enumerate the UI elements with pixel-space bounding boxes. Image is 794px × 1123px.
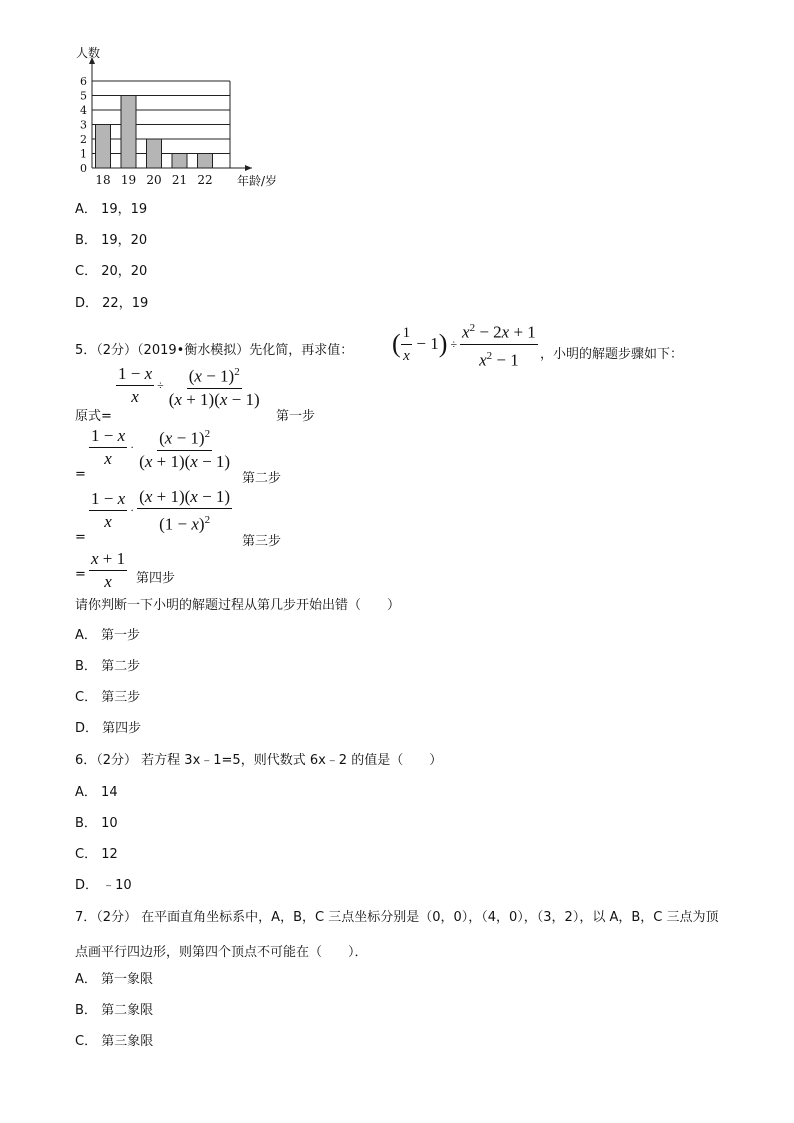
q5-stem-suffix: ，小明的解题步骤如下：: [540, 347, 684, 362]
option-letter: C．: [75, 847, 98, 862]
q7-stem-line2: 点画平行四边形，则第四个顶点不可能在（ ）．: [75, 945, 368, 960]
option-text: 第二象限: [101, 1003, 154, 1018]
q5-step2-expr: $\frac{1 - x}{x}$ · $\frac{(x - 1)^2}{(x + 1)(x - 1)}$: [89, 424, 232, 472]
option-letter: B．: [75, 816, 97, 831]
q4-option-d[interactable]: [75, 296, 148, 312]
x-tick-label: 22: [197, 173, 213, 187]
y-tick-label: 2: [80, 133, 87, 146]
option-letter: C．: [75, 1034, 98, 1049]
q6-option-b[interactable]: [75, 816, 118, 832]
option-letter: C．: [75, 264, 98, 279]
q5-step1-label: 第一步: [276, 409, 316, 424]
q5-expression: ( $\frac{1}{x}$ − 1) ÷ $\frac{x^2 - 2x + 1}{x^2 - 1}$: [392, 318, 538, 370]
bar: [121, 96, 136, 169]
option-text: 10: [101, 816, 118, 831]
q4-option-a[interactable]: [75, 202, 147, 218]
q5-option-c[interactable]: [75, 690, 140, 706]
q5-option-d[interactable]: [75, 721, 141, 737]
q5-step1-expr: $\frac{1 - x}{x}$ ÷ $\frac{(x - 1)^2}{(x + 1)(x - 1)}$: [116, 362, 262, 410]
q4-option-b[interactable]: [75, 233, 147, 249]
y-tick-label: 4: [80, 104, 87, 117]
q5-step4-eq: =: [75, 567, 86, 582]
option-text: 第二步: [101, 659, 141, 674]
q5-step2-label: 第二步: [242, 471, 282, 486]
q7-stem-line1: 7．（2分） 在平面直角坐标系中，A，B，C 三点坐标分别是（0，0），（4，0），（3，2），以 A，B，C 三点为顶: [75, 910, 719, 925]
q5-original-label: 原式=: [75, 409, 112, 424]
q5-step4-label: 第四步: [136, 571, 176, 586]
option-letter: A．: [75, 202, 97, 217]
option-text: 第四步: [102, 721, 142, 736]
q5-option-a[interactable]: [75, 628, 140, 644]
option-text: 12: [101, 847, 118, 862]
option-letter: B．: [75, 233, 97, 248]
option-letter: B．: [75, 659, 97, 674]
option-text: 第三象限: [101, 1034, 154, 1049]
option-text: 19，19: [101, 202, 148, 217]
option-letter: A．: [75, 628, 97, 643]
option-text: 19，20: [101, 233, 148, 248]
y-tick-label: 3: [80, 118, 87, 132]
q5-option-b[interactable]: [75, 659, 140, 675]
option-letter: B．: [75, 1003, 97, 1018]
option-letter: D．: [75, 878, 99, 893]
bar: [198, 154, 213, 169]
option-letter: C．: [75, 690, 98, 705]
q5-step3-eq: =: [75, 530, 86, 545]
q5-step3-label: 第三步: [242, 534, 282, 549]
q6-option-c[interactable]: [75, 847, 118, 863]
y-tick-label: 1: [80, 147, 87, 161]
q7-option-c[interactable]: [75, 1034, 153, 1050]
bar: [96, 125, 111, 169]
option-text: 22，19: [102, 296, 149, 311]
option-text: 第一象限: [101, 972, 154, 987]
y-tick-label: 0: [80, 162, 87, 175]
q6-option-a[interactable]: [75, 785, 118, 801]
q5-step2-eq: =: [75, 467, 86, 482]
option-text: ﹣10: [102, 878, 132, 893]
bar: [172, 154, 187, 169]
x-tick-label: 18: [95, 173, 111, 187]
x-tick-label: 19: [120, 173, 137, 187]
q7-option-a[interactable]: [75, 972, 153, 988]
option-letter: D．: [75, 296, 99, 311]
option-letter: A．: [75, 972, 97, 987]
q5-question: 请你判断一下小明的解题过程从第几步开始出错（ ）: [75, 598, 401, 613]
bar: [147, 139, 162, 168]
option-letter: A．: [75, 785, 97, 800]
age-bar-chart: [70, 45, 290, 195]
q7-option-b[interactable]: [75, 1003, 153, 1019]
option-text: 20，20: [101, 264, 148, 279]
q4-option-c[interactable]: [75, 264, 147, 280]
y-tick-label: 5: [80, 89, 87, 103]
x-axis-arrow: [245, 165, 252, 171]
q5-stem-prefix: 5．（2分）（2019•衡水模拟）先化简，再求值：: [75, 343, 354, 358]
option-letter: D．: [75, 721, 99, 736]
y-tick-label: 6: [80, 75, 87, 88]
option-text: 第一步: [101, 628, 141, 643]
y-axis-label: 人数: [76, 46, 101, 60]
q5-step4-expr: $\frac{x + 1}{x}$: [91, 549, 126, 591]
option-text: 14: [101, 785, 118, 800]
x-tick-label: 21: [171, 173, 188, 187]
q6-option-d[interactable]: [75, 878, 132, 894]
q5-step3-expr: $\frac{1 - x}{x}$ · $\frac{(x + 1)(x - 1)}{(1 - x)^2}$: [91, 487, 231, 534]
x-tick-label: 20: [146, 173, 162, 187]
q6-stem: 6．（2分） 若方程 3x﹣1=5，则代数式 6x﹣2 的值是（ ）: [75, 753, 443, 768]
x-axis-label: 年龄/岁: [237, 174, 278, 188]
option-text: 第三步: [101, 690, 141, 705]
